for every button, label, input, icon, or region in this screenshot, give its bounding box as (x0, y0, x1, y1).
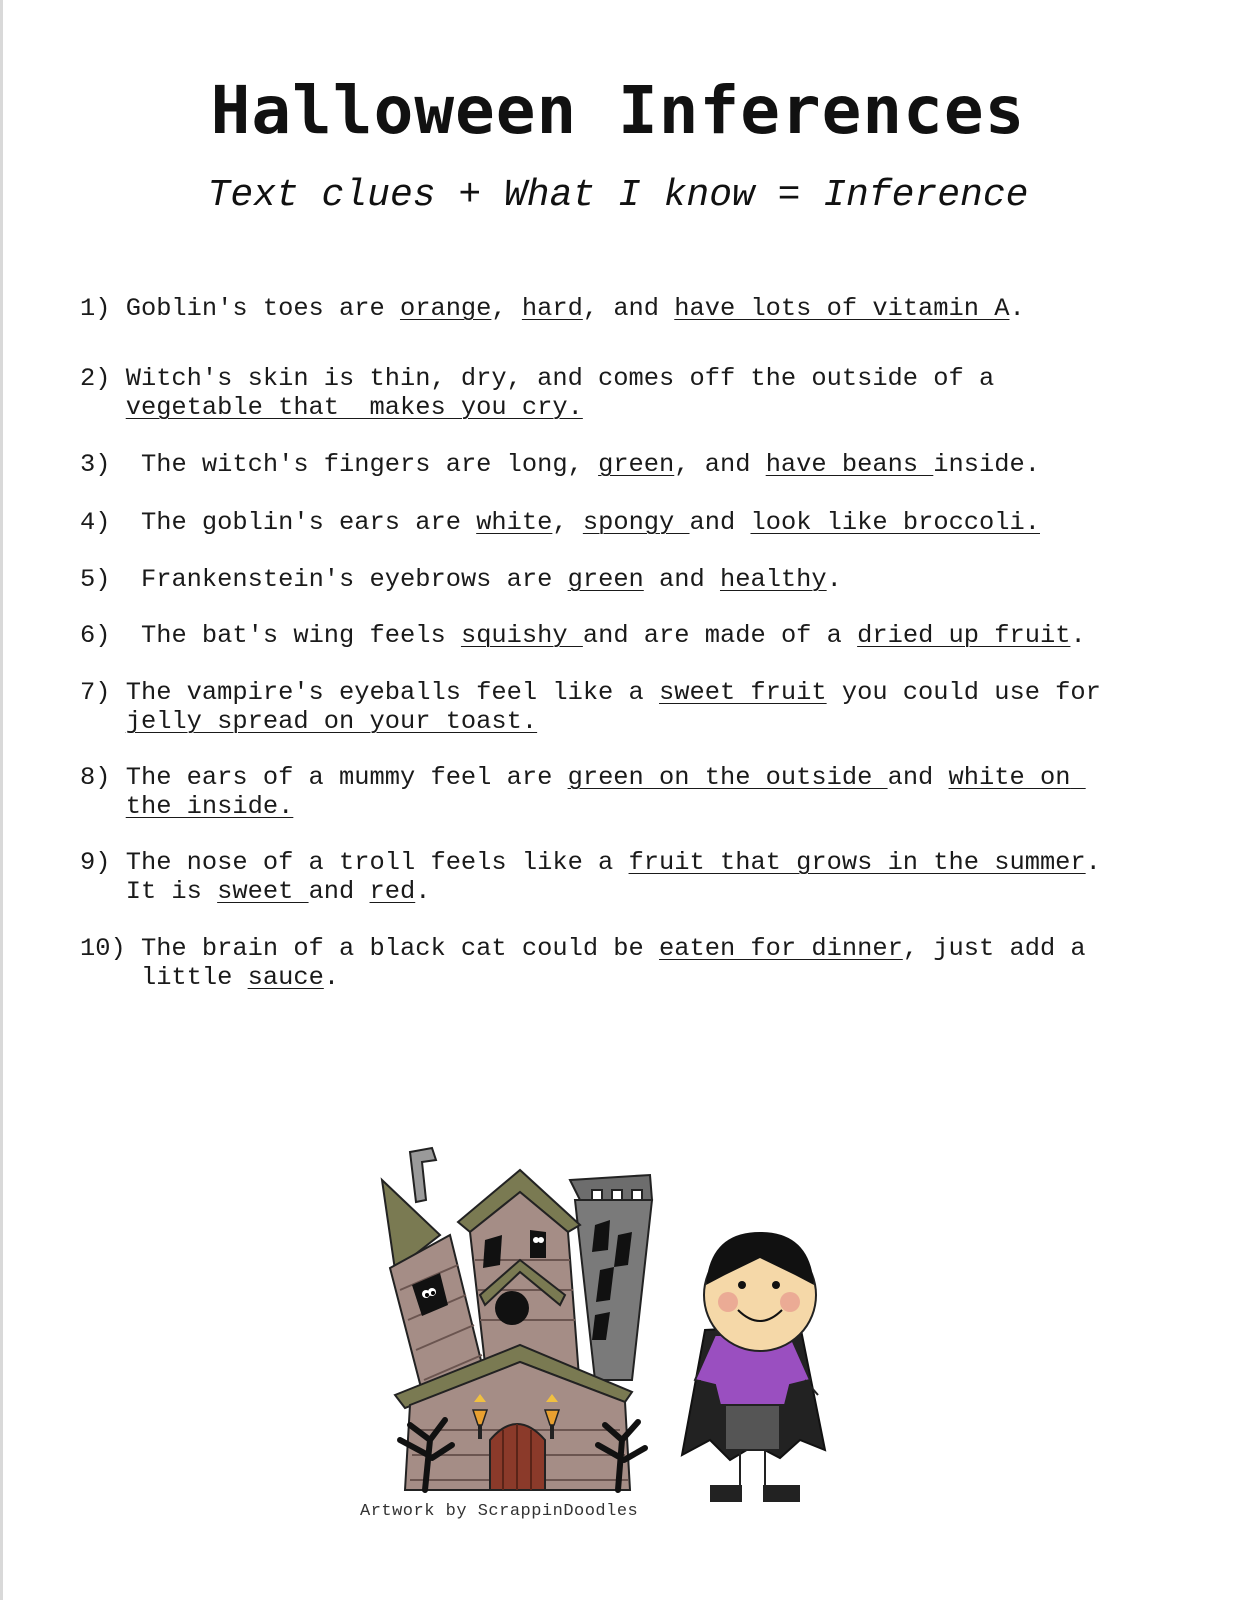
underlined-clue: sauce (247, 963, 324, 992)
question-text-segment: . (415, 877, 431, 906)
page-title: Halloween Inferences (210, 72, 1026, 149)
question-text-segment: Goblin's toes are (125, 294, 400, 323)
question-number: 5) (80, 565, 126, 594)
question-number: 8) (80, 763, 126, 792)
question-text-segment: The witch's fingers are long, (125, 450, 599, 479)
question-text (126, 450, 1040, 479)
question-text-segment: , (491, 294, 522, 323)
question-number: 3) (80, 450, 126, 479)
question-text-segment: and (887, 763, 949, 792)
question-text-segment: The ears of a mummy feel are (125, 763, 568, 792)
question-text-segment: . (1070, 621, 1086, 650)
haunted-house-illustration (382, 1148, 652, 1490)
question-text-segment: and are made of a (582, 621, 858, 650)
page-edge (0, 0, 3, 1600)
underlined-clue: fruit that grows in the summer (628, 848, 1086, 877)
question-text-segment: . (1009, 294, 1025, 323)
underlined-clue: dried up fruit (857, 621, 1071, 650)
question-text-segment: The nose of a troll feels like a (125, 848, 629, 877)
page-subtitle: Text clues + What I know = Inference (207, 174, 1029, 217)
question-item (80, 294, 1080, 323)
question-text (126, 508, 1040, 537)
question-number: 1) (80, 294, 126, 323)
question-number: 7) (80, 678, 126, 707)
underlined-clue: healthy (719, 565, 827, 594)
question-text-segment: The bat's wing feels (125, 621, 461, 650)
question-text (126, 678, 1130, 736)
question-item (80, 678, 1130, 736)
question-text-segment: and (689, 508, 751, 537)
artwork-credit: Artwork by ScrappinDoodles (360, 1502, 639, 1521)
underlined-clue: squishy (460, 621, 583, 650)
question-text-segment: and (308, 877, 370, 906)
underlined-clue: look like broccoli. (750, 508, 1040, 537)
question-item (80, 763, 1130, 821)
underlined-clue: have beans (765, 450, 934, 479)
underlined-clue: green (598, 450, 675, 479)
question-text (126, 848, 1140, 906)
question-text (126, 763, 1130, 821)
question-text (125, 364, 1010, 422)
underlined-clue: green on the outside (567, 763, 888, 792)
question-text-segment: . (826, 565, 842, 594)
question-number: 4) (80, 508, 126, 537)
question-item (80, 934, 1130, 992)
question-text-segment: , (552, 508, 583, 537)
question-text-segment: . It is (125, 848, 1117, 906)
question-text-segment: . (323, 963, 340, 992)
question-number: 9) (80, 848, 126, 877)
question-text (126, 565, 842, 594)
question-text-segment: you could use for (826, 678, 1117, 707)
underlined-clue: sweet fruit (659, 678, 827, 707)
underlined-clue: jelly spread on your toast. (125, 707, 538, 736)
underlined-clue: white on the inside. (125, 763, 1086, 821)
question-item (80, 508, 1080, 537)
underlined-clue: red (369, 877, 416, 906)
underlined-clue: orange (399, 294, 492, 323)
question-text-segment: , and (582, 294, 675, 323)
underlined-clue: green (567, 565, 644, 594)
question-item (80, 621, 1130, 650)
question-text (126, 294, 1025, 323)
question-number: 2) (80, 364, 126, 393)
underlined-clue: hard (521, 294, 583, 323)
question-text (126, 621, 1086, 650)
underlined-clue: vegetable that makes you cry. (125, 393, 583, 422)
question-text-segment: , and (674, 450, 766, 479)
question-text-segment: Frankenstein's eyebrows are (125, 565, 568, 594)
question-text-segment: The goblin's ears are (125, 508, 477, 537)
question-item (80, 565, 1080, 594)
question-number: 6) (80, 621, 126, 650)
question-text-segment: and (643, 565, 720, 594)
question-text-segment: The vampire's eyeballs feel like a (125, 678, 660, 707)
vampire-illustration (682, 1232, 825, 1502)
question-text-segment: The brain of a black cat could be (140, 934, 660, 963)
underlined-clue: white (476, 508, 553, 537)
question-text-segment: , just add a little (140, 934, 1101, 992)
question-item (80, 450, 1080, 479)
underlined-clue: sweet (217, 877, 309, 906)
question-number: 10) (80, 934, 141, 963)
underlined-clue: eaten for dinner (659, 934, 903, 963)
halloween-artwork (370, 1140, 870, 1520)
question-text-segment: Witch's skin is thin, dry, and comes off the outside of a (125, 364, 1010, 393)
underlined-clue: spongy (582, 508, 690, 537)
question-item (80, 364, 1010, 422)
question-item (80, 848, 1140, 906)
underlined-clue: have lots of vitamin A (674, 294, 1010, 323)
question-text-segment: inside. (933, 450, 1040, 479)
question-text (141, 934, 1130, 992)
